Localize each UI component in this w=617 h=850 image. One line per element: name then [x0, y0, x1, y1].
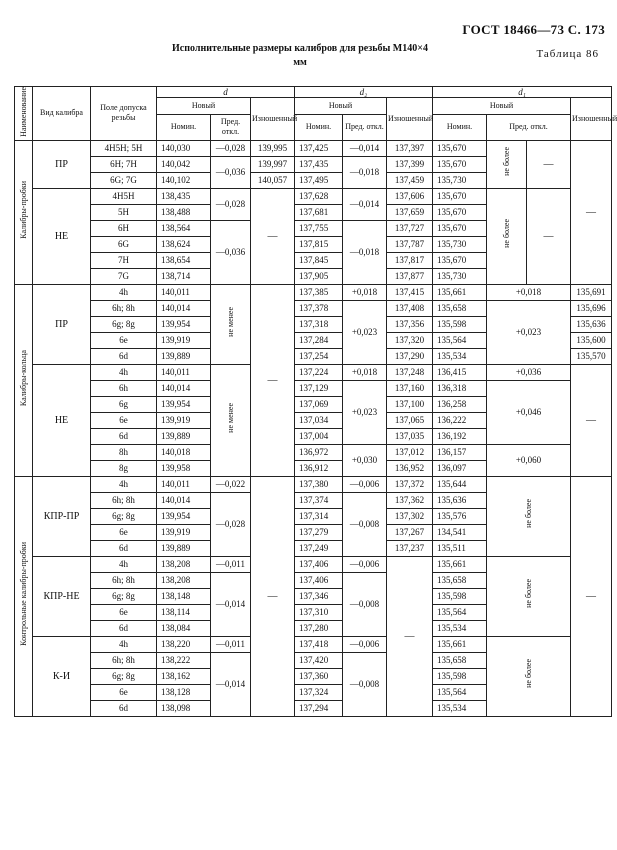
d-worn-dash: —	[251, 476, 295, 716]
d2-nominal: 137,360	[295, 668, 343, 684]
d1-nominal: 136,157	[433, 444, 487, 460]
d2-worn: 137,659	[387, 204, 433, 220]
d-nominal: 140,011	[157, 364, 211, 380]
d2-worn: 137,787	[387, 236, 433, 252]
d2-deviation: +0,018	[343, 364, 387, 380]
tolerance-field: 4h	[91, 284, 157, 300]
d-nominal: 138,162	[157, 668, 211, 684]
d1-worn: 135,691	[571, 284, 612, 300]
d-nominal: 138,208	[157, 556, 211, 572]
d2-nominal: 137,279	[295, 524, 343, 540]
d2-nominal: 137,681	[295, 204, 343, 220]
col-kind: Вид калибра	[33, 87, 91, 141]
d2-nominal: 137,346	[295, 588, 343, 604]
tolerance-field: 6H; 7H	[91, 156, 157, 172]
d-dev-note-text: не менее	[226, 306, 235, 337]
d2-nominal: 137,406	[295, 572, 343, 588]
d1-nominal: 134,541	[433, 524, 487, 540]
d-nominal: 138,222	[157, 652, 211, 668]
gauge-dimensions-table	[14, 86, 617, 717]
d2-nominal: 137,034	[295, 412, 343, 428]
d1-nominal: 135,661	[433, 556, 487, 572]
col-d-worn: Изношенный	[251, 98, 295, 141]
d1-nominal: 135,564	[433, 684, 487, 700]
tolerance-field: 8h	[91, 444, 157, 460]
d2-worn: 137,237	[387, 540, 433, 556]
tolerance-field: 6H	[91, 220, 157, 236]
d2-nominal: 137,905	[295, 268, 343, 284]
d-nominal: 139,919	[157, 412, 211, 428]
d2-nominal: 137,755	[295, 220, 343, 236]
table-row	[15, 284, 612, 300]
d-dev-note	[211, 364, 251, 476]
tolerance-field: 7G	[91, 268, 157, 284]
col-d-nom: Номин.	[157, 114, 211, 140]
d1-dev-note-text: не более	[524, 579, 533, 609]
tolerance-field: 4h	[91, 476, 157, 492]
d2-worn: 137,606	[387, 188, 433, 204]
d2-deviation: +0,018	[343, 284, 387, 300]
d1-worn: 135,570	[571, 348, 612, 364]
table-label: Таблица 86	[536, 48, 599, 60]
tolerance-field: 6g; 8g	[91, 668, 157, 684]
tolerance-field: 4H5H; 5H	[91, 140, 157, 156]
d2-worn: 137,362	[387, 492, 433, 508]
tolerance-field: 6G	[91, 236, 157, 252]
group-label-text: Контрольные калибры-пробки	[19, 541, 28, 646]
col-d1-nom: Номин.	[433, 114, 487, 140]
d2-worn: 137,727	[387, 220, 433, 236]
d1-dev-note	[487, 636, 571, 716]
col-d-new: Новый	[157, 98, 251, 115]
d-deviation: —0,022	[211, 476, 251, 492]
tolerance-field: 6d	[91, 620, 157, 636]
gauge-kind: ПР	[33, 284, 91, 364]
d2-nominal: 137,628	[295, 188, 343, 204]
d2-worn: 137,012	[387, 444, 433, 460]
d1-nominal: 135,564	[433, 604, 487, 620]
col-d1: d₁	[433, 87, 612, 98]
col-name: Наименование	[15, 87, 33, 141]
d2-worn: 137,356	[387, 316, 433, 332]
tolerance-field: 6d	[91, 700, 157, 716]
d2-nominal: 137,069	[295, 396, 343, 412]
gauge-kind: К-И	[33, 636, 91, 716]
group-label-text: Калибры-кольца	[19, 349, 28, 406]
gauge-kind: ПР	[33, 140, 91, 188]
d2-worn: 137,302	[387, 508, 433, 524]
d-nominal: 139,919	[157, 332, 211, 348]
group-label	[15, 476, 33, 716]
d-nominal: 140,018	[157, 444, 211, 460]
d1-nominal: 135,534	[433, 348, 487, 364]
d2-nominal: 136,912	[295, 460, 343, 476]
table-title	[150, 42, 450, 70]
d2-nominal: 137,129	[295, 380, 343, 396]
d2-nominal: 137,380	[295, 476, 343, 492]
d2-worn: 137,415	[387, 284, 433, 300]
d1-nominal: 136,097	[433, 460, 487, 476]
d2-nominal: 137,224	[295, 364, 343, 380]
tolerance-field: 6e	[91, 684, 157, 700]
tolerance-field: 6G; 7G	[91, 172, 157, 188]
d2-deviation: —0,008	[343, 652, 387, 716]
d2-nominal: 137,310	[295, 604, 343, 620]
d-nominal: 139,889	[157, 540, 211, 556]
d-nominal: 138,114	[157, 604, 211, 620]
d-worn: 140,057	[251, 172, 295, 188]
d2-worn: 137,267	[387, 524, 433, 540]
d-deviation: —0,014	[211, 572, 251, 636]
group-label-text: Калибры-пробки	[19, 180, 28, 239]
d1-nominal: 135,670	[433, 204, 487, 220]
table-row	[15, 188, 612, 204]
col-d2-nom: Номин.	[295, 114, 343, 140]
d-nominal: 139,954	[157, 508, 211, 524]
d-nominal: 140,011	[157, 476, 211, 492]
d2-worn: 137,408	[387, 300, 433, 316]
group-label	[15, 140, 33, 284]
tolerance-field: 6e	[91, 524, 157, 540]
table-row	[15, 364, 612, 380]
d1-nominal: 135,670	[433, 188, 487, 204]
d-deviation: —0,011	[211, 556, 251, 572]
d1-worn-dash: —	[571, 476, 612, 716]
d-worn-dash: —	[251, 188, 295, 284]
tolerance-field: 6h; 8h	[91, 492, 157, 508]
d2-nominal: 137,815	[295, 236, 343, 252]
d-nominal: 139,919	[157, 524, 211, 540]
d2-worn: 137,065	[387, 412, 433, 428]
d1-nominal: 135,670	[433, 252, 487, 268]
tolerance-field: 6g; 8g	[91, 588, 157, 604]
d2-nominal: 137,249	[295, 540, 343, 556]
d1-nominal: 135,576	[433, 508, 487, 524]
d-nominal: 138,654	[157, 252, 211, 268]
standard-number: ГОСТ 18466—73 С. 173	[462, 22, 605, 37]
d1-nominal: 135,658	[433, 652, 487, 668]
d-nominal: 138,564	[157, 220, 211, 236]
col-d1-worn: Изношенный	[571, 98, 612, 141]
group-label	[15, 284, 33, 476]
gauge-kind: НЕ	[33, 364, 91, 476]
col-d-dev: Пред. откл.	[211, 114, 251, 140]
col-field: Поле допуска резьбы	[91, 87, 157, 141]
table-row	[15, 140, 612, 156]
d-nominal: 140,011	[157, 284, 211, 300]
d1-nominal: 135,511	[433, 540, 487, 556]
table-row	[15, 300, 612, 316]
d-deviation: —0,014	[211, 652, 251, 716]
d-nominal: 139,954	[157, 396, 211, 412]
d1-nominal: 135,534	[433, 700, 487, 716]
d1-dev-dash: —	[527, 188, 571, 284]
d-nominal: 140,014	[157, 380, 211, 396]
col-d1-dev: Пред. откл.	[487, 114, 571, 140]
d1-worn-dash: —	[571, 364, 612, 476]
d1-nominal: 136,318	[433, 380, 487, 396]
d1-nominal: 136,192	[433, 428, 487, 444]
gauge-kind: НЕ	[33, 188, 91, 284]
d2-nominal: 137,284	[295, 332, 343, 348]
tolerance-field: 8g	[91, 460, 157, 476]
d1-nominal: 135,670	[433, 220, 487, 236]
d1-worn-dash: —	[571, 140, 612, 284]
gauge-kind: КПР-НЕ	[33, 556, 91, 636]
tolerance-field: 4H5H	[91, 188, 157, 204]
d1-dev-note	[487, 476, 571, 556]
d2-nominal: 137,385	[295, 284, 343, 300]
d1-dev-note	[487, 556, 571, 636]
d2-nominal: 137,318	[295, 316, 343, 332]
d2-nominal: 137,254	[295, 348, 343, 364]
d1-nominal: 135,730	[433, 268, 487, 284]
d-nominal: 140,014	[157, 300, 211, 316]
col-d2: d₂	[295, 87, 433, 98]
d2-nominal: 137,280	[295, 620, 343, 636]
unit-text: мм	[293, 57, 307, 68]
d-nominal: 139,889	[157, 428, 211, 444]
d-worn: 139,995	[251, 140, 295, 156]
d1-nominal: 136,415	[433, 364, 487, 380]
d-dev-note-text: не менее	[226, 402, 235, 433]
d-nominal: 138,098	[157, 700, 211, 716]
d2-worn: 137,399	[387, 156, 433, 172]
tolerance-field: 6e	[91, 332, 157, 348]
tolerance-field: 4h	[91, 556, 157, 572]
d2-nominal: 137,845	[295, 252, 343, 268]
d-nominal: 140,102	[157, 172, 211, 188]
d1-nominal: 135,661	[433, 284, 487, 300]
d-nominal: 138,714	[157, 268, 211, 284]
d2-worn: 136,952	[387, 460, 433, 476]
d2-deviation: —0,018	[343, 220, 387, 284]
d1-nominal: 135,670	[433, 156, 487, 172]
d1-worn: 135,600	[571, 332, 612, 348]
tolerance-field: 6h	[91, 380, 157, 396]
d1-deviation: +0,036	[487, 364, 571, 380]
d1-dev-note-text: не более	[524, 659, 533, 689]
d-nominal: 140,042	[157, 156, 211, 172]
tolerance-field: 6e	[91, 412, 157, 428]
d1-deviation: +0,018	[487, 284, 571, 300]
d-nominal: 139,889	[157, 348, 211, 364]
tolerance-field: 6h; 8h	[91, 652, 157, 668]
tolerance-field: 6d	[91, 348, 157, 364]
d-nominal: 138,488	[157, 204, 211, 220]
d2-worn: 137,160	[387, 380, 433, 396]
col-d2-worn: Изношенный	[387, 98, 433, 141]
tolerance-field: 7H	[91, 252, 157, 268]
tolerance-field: 4h	[91, 364, 157, 380]
d1-dev-note-text: не более	[524, 499, 533, 529]
d-nominal: 138,128	[157, 684, 211, 700]
d1-nominal: 135,598	[433, 668, 487, 684]
d2-nominal: 137,435	[295, 156, 343, 172]
tolerance-field: 6h; 8h	[91, 300, 157, 316]
d2-worn: 137,877	[387, 268, 433, 284]
d-worn: 139,997	[251, 156, 295, 172]
col-d1-new: Новый	[433, 98, 571, 115]
d-nominal: 139,958	[157, 460, 211, 476]
d2-worn: 137,320	[387, 332, 433, 348]
d-deviation: —0,036	[211, 156, 251, 188]
d-nominal: 138,148	[157, 588, 211, 604]
d1-nominal: 135,636	[433, 492, 487, 508]
d-deviation: —0,036	[211, 220, 251, 284]
d1-deviation: +0,046	[487, 380, 571, 444]
d1-nominal: 135,658	[433, 572, 487, 588]
table-row	[15, 636, 612, 652]
d1-dev-note	[487, 188, 527, 284]
d-nominal: 139,954	[157, 316, 211, 332]
d-deviation: —0,028	[211, 492, 251, 556]
d2-deviation: +0,030	[343, 444, 387, 476]
d1-deviation: +0,060	[487, 444, 571, 476]
d2-nominal: 137,406	[295, 556, 343, 572]
table-row	[15, 380, 612, 396]
tolerance-field: 6e	[91, 604, 157, 620]
d2-worn: 137,372	[387, 476, 433, 492]
d-nominal: 140,014	[157, 492, 211, 508]
col-d: d	[157, 87, 295, 98]
d2-worn: 137,817	[387, 252, 433, 268]
d1-deviation: +0,023	[487, 300, 571, 364]
d-nominal: 138,435	[157, 188, 211, 204]
d1-nominal: 135,661	[433, 636, 487, 652]
d1-nominal: 135,598	[433, 588, 487, 604]
tolerance-field: 4h	[91, 636, 157, 652]
table-body	[15, 140, 612, 716]
d2-deviation: —0,006	[343, 556, 387, 572]
d1-dev-note	[487, 140, 527, 188]
d2-nominal: 137,425	[295, 140, 343, 156]
tolerance-field: 6d	[91, 428, 157, 444]
tolerance-field: 6g; 8g	[91, 316, 157, 332]
d1-dev-note-text: не более	[502, 219, 511, 249]
col-d2-dev: Пред. откл.	[343, 114, 387, 140]
d2-deviation: —0,008	[343, 492, 387, 556]
d-nominal: 138,208	[157, 572, 211, 588]
d2-worn: 137,459	[387, 172, 433, 188]
title-text: Исполнительные размеры калибров для резьбы М140×4	[172, 43, 428, 54]
d1-worn: 135,636	[571, 316, 612, 332]
d1-nominal: 135,644	[433, 476, 487, 492]
d1-dev-note-text: не более	[502, 147, 511, 177]
d2-worn-dash: —	[387, 556, 433, 716]
d-deviation: —0,028	[211, 140, 251, 156]
d2-deviation: —0,006	[343, 636, 387, 652]
d2-deviation: —0,018	[343, 156, 387, 188]
d2-nominal: 136,972	[295, 444, 343, 460]
d2-nominal: 137,374	[295, 492, 343, 508]
d2-deviation: +0,023	[343, 380, 387, 444]
d-deviation: —0,011	[211, 636, 251, 652]
d-nominal: 140,030	[157, 140, 211, 156]
d1-nominal: 135,730	[433, 172, 487, 188]
d2-nominal: 137,324	[295, 684, 343, 700]
d-dev-note	[211, 284, 251, 364]
d-worn-dash: —	[251, 284, 295, 476]
tolerance-field: 6d	[91, 540, 157, 556]
d2-deviation: —0,008	[343, 572, 387, 636]
table-row	[15, 556, 612, 572]
d2-worn: 137,035	[387, 428, 433, 444]
tolerance-field: 5H	[91, 204, 157, 220]
d2-deviation: —0,014	[343, 140, 387, 156]
d2-worn: 137,397	[387, 140, 433, 156]
d2-worn: 137,100	[387, 396, 433, 412]
tolerance-field: 6h; 8h	[91, 572, 157, 588]
d-nominal: 138,084	[157, 620, 211, 636]
d1-nominal: 135,670	[433, 140, 487, 156]
d2-deviation: +0,023	[343, 300, 387, 364]
d2-nominal: 137,294	[295, 700, 343, 716]
table-row	[15, 476, 612, 492]
d2-nominal: 137,420	[295, 652, 343, 668]
tolerance-field: 6g; 8g	[91, 508, 157, 524]
d2-deviation: —0,006	[343, 476, 387, 492]
d2-nominal: 137,418	[295, 636, 343, 652]
d-deviation: —0,028	[211, 188, 251, 220]
table-row	[15, 444, 612, 460]
d1-nominal: 135,730	[433, 236, 487, 252]
tolerance-field: 6g	[91, 396, 157, 412]
d1-dev-dash: —	[527, 140, 571, 188]
d-nominal: 138,624	[157, 236, 211, 252]
d2-nominal: 137,378	[295, 300, 343, 316]
d1-nominal: 135,658	[433, 300, 487, 316]
gauge-kind: КПР-ПР	[33, 476, 91, 556]
d2-worn: 137,248	[387, 364, 433, 380]
d1-nominal: 135,564	[433, 332, 487, 348]
d2-nominal: 137,004	[295, 428, 343, 444]
d1-nominal: 136,222	[433, 412, 487, 428]
d1-nominal: 136,258	[433, 396, 487, 412]
d1-nominal: 135,598	[433, 316, 487, 332]
d-nominal: 138,220	[157, 636, 211, 652]
d2-nominal: 137,314	[295, 508, 343, 524]
d1-worn: 135,696	[571, 300, 612, 316]
d2-nominal: 137,495	[295, 172, 343, 188]
d2-worn: 137,290	[387, 348, 433, 364]
d2-deviation: —0,014	[343, 188, 387, 220]
d1-nominal: 135,534	[433, 620, 487, 636]
col-d2-new: Новый	[295, 98, 387, 115]
